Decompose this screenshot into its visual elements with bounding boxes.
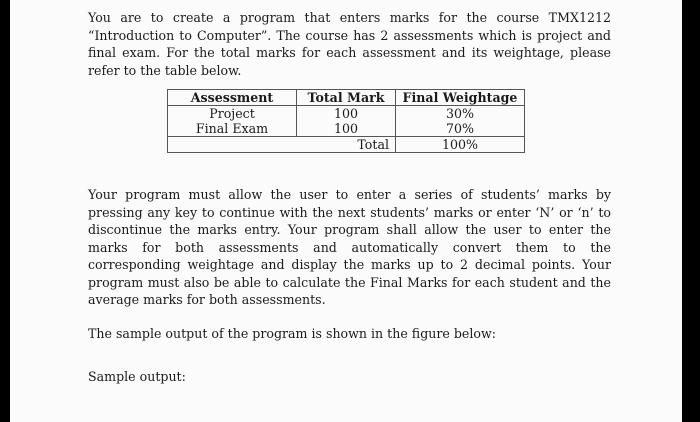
cell-total-mark: 100	[297, 121, 396, 137]
intro-paragraph: You are to create a program that enters marks for the course TMX1212 “Introduction to Computer”. The course has 2 assessments which is project and final exam. For the total marks for each assessment and its weightage, please refer to the table below.	[88, 10, 611, 78]
table-row	[168, 106, 525, 122]
document-page	[10, 0, 682, 422]
header-assessment: Assessment	[168, 90, 297, 106]
total-label: Total	[168, 137, 396, 153]
header-total-mark: Total Mark	[297, 90, 396, 106]
cell-weightage: 30%	[396, 106, 525, 122]
cell-assessment: Project	[168, 106, 297, 122]
cell-weightage: 70%	[396, 121, 525, 137]
cell-total-mark: 100	[297, 106, 396, 122]
sample-output-intro: The sample output of the program is shown in the figure below:	[88, 326, 496, 341]
total-weightage: 100%	[396, 137, 525, 153]
sample-output-label: Sample output:	[88, 369, 186, 384]
table-row	[168, 121, 525, 137]
table-total-row	[168, 137, 525, 153]
cell-assessment: Final Exam	[168, 121, 297, 137]
marks-table	[167, 89, 525, 153]
table-header-row	[168, 90, 525, 106]
requirements-paragraph: Your program must allow the user to enter a series of students’ marks by pressing any key to continue with the next students’ marks or enter ‘N’ or ‘n’ to discontinue the marks entry. Your program shall allow the user to enter the marks for both assessments and automatically convert them to the corresponding weightage and display the marks up to 2 decimal points. Your program must also be able to calculate the Final Marks for each student and the average marks for both assessments.	[88, 187, 611, 307]
header-final-weightage: Final Weightage	[396, 90, 525, 106]
